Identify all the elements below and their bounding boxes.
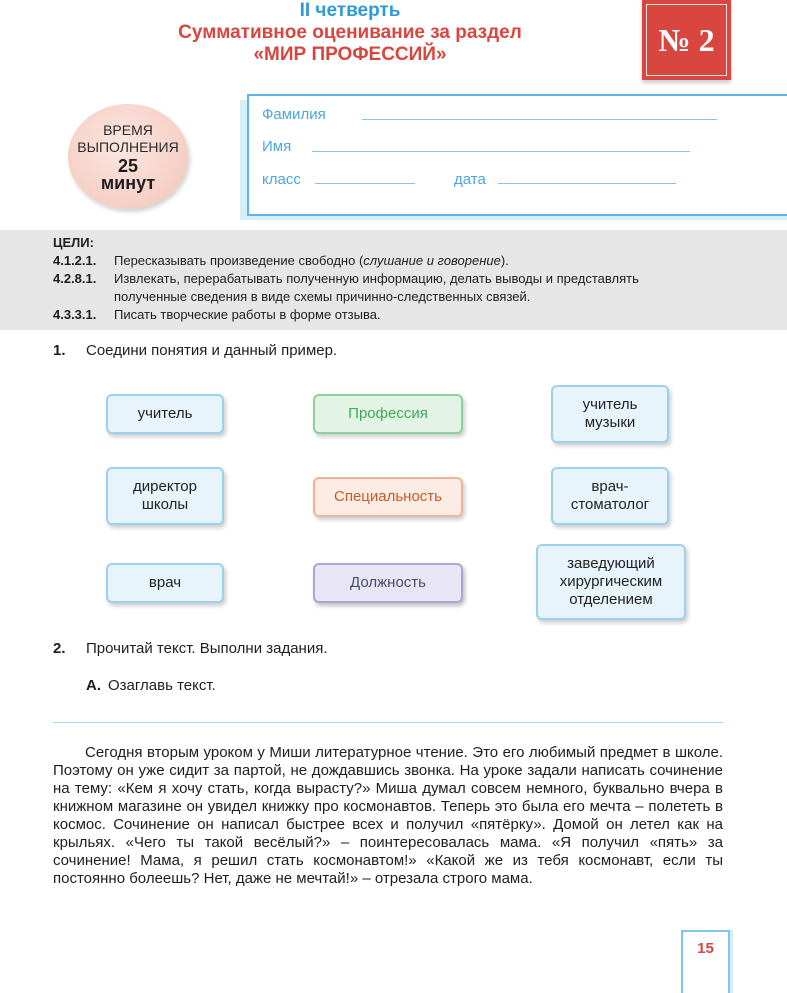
card-school-director-label: директор школы	[133, 478, 197, 513]
task2a-instruction: Озаглавь текст.	[108, 677, 216, 694]
task2-instruction: Прочитай текст. Выполни задания.	[86, 640, 328, 657]
task2a-letter: A.	[86, 677, 101, 694]
card-school-director[interactable]	[106, 467, 224, 525]
time-minutes: 25	[117, 156, 139, 176]
goal-text-continued: полученные сведения в виде схемы причинно-следственных связей.	[114, 289, 531, 304]
time-unit: минут	[100, 173, 156, 193]
title-answer-line[interactable]	[53, 722, 723, 723]
card-dentist[interactable]	[551, 467, 669, 525]
task1-instruction: Соедини понятия и данный пример.	[86, 342, 338, 359]
goals-title: ЦЕЛИ:	[53, 235, 94, 250]
card-teacher[interactable]: учитель	[106, 394, 224, 434]
goal-code: 4.3.3.1.	[53, 307, 97, 322]
assessment-title: Суммативное оценивание за раздел	[178, 22, 522, 43]
story-text	[53, 744, 723, 888]
date-field[interactable]	[498, 183, 676, 184]
quarter-label: II четверть	[299, 0, 401, 21]
date-label: дата	[454, 171, 486, 188]
goal-code: 4.1.2.1.	[53, 253, 97, 268]
card-profession[interactable]: Профессия	[313, 394, 463, 434]
student-info-form	[247, 94, 787, 216]
goal-text: Писать творческие работы в форме отзыва.	[114, 307, 381, 322]
name-field[interactable]	[312, 151, 690, 152]
card-position[interactable]: Должность	[313, 563, 463, 603]
card-specialty[interactable]: Специальность	[313, 477, 463, 517]
card-music-teacher-label: учитель музыки	[582, 396, 638, 431]
card-surgery-head-label: заведующий хирургическим отделением	[559, 555, 663, 608]
section-title: «МИР ПРОФЕССИЙ»	[253, 44, 447, 65]
name-label: Имя	[262, 138, 292, 155]
goal-emphasis: слушание и говорение	[363, 253, 501, 268]
story-paragraph: Сегодня вторым уроком у Миши литературное чтение. Это его любимый предмет в школе. Поэтому он уже сидит за партой, не дождавшись звонка. На уроке задали написать сочинение на тему: «Кем я хочу стать, когда вырасту?» Миша думал совсем немного, буквально вчера в книжном магазине он увидел книжку про космонавтов. Теперь это была его мечта – полететь в космос. Сочинение он написал быстрее всех и получил «пятёрку». Домой он летел как на крыльях. «Чего ты такой весёлый?» – поинтересовалась мама. «Я получил «пять» за сочинение! Мама, я решил стать космонавтом!» «Какой же из тебя космонавт, если ты постоянно болеешь? Нет, даже не мечтай!» – отрезала строго мама.	[53, 744, 723, 887]
page-number: 15	[697, 940, 714, 957]
time-badge	[68, 104, 188, 209]
task1-number: 1.	[53, 342, 66, 359]
assessment-number: № 2	[658, 21, 715, 58]
task2-number: 2.	[53, 640, 66, 657]
page-number-tab	[681, 930, 730, 993]
class-label: класс	[262, 171, 301, 188]
card-dentist-label: врач-стоматолог	[570, 478, 650, 513]
goal-code: 4.2.8.1.	[53, 271, 97, 286]
surname-field[interactable]	[362, 119, 717, 120]
goal-text: Извлекать, перерабатывать полученную информацию, делать выводы и представлять	[114, 271, 639, 286]
card-music-teacher[interactable]	[551, 385, 669, 443]
goal-text: Пересказывать произведение свободно (слушание и говорение).	[114, 253, 509, 268]
assessment-number-badge	[642, 0, 731, 80]
surname-label: Фамилия	[262, 106, 326, 123]
time-label-line2: ВЫПОЛНЕНИЯ	[77, 139, 179, 155]
class-field[interactable]	[315, 183, 415, 184]
time-label-line1: ВРЕМЯ	[103, 122, 153, 138]
card-doctor[interactable]: врач	[106, 563, 224, 603]
card-surgery-head[interactable]	[536, 544, 686, 620]
